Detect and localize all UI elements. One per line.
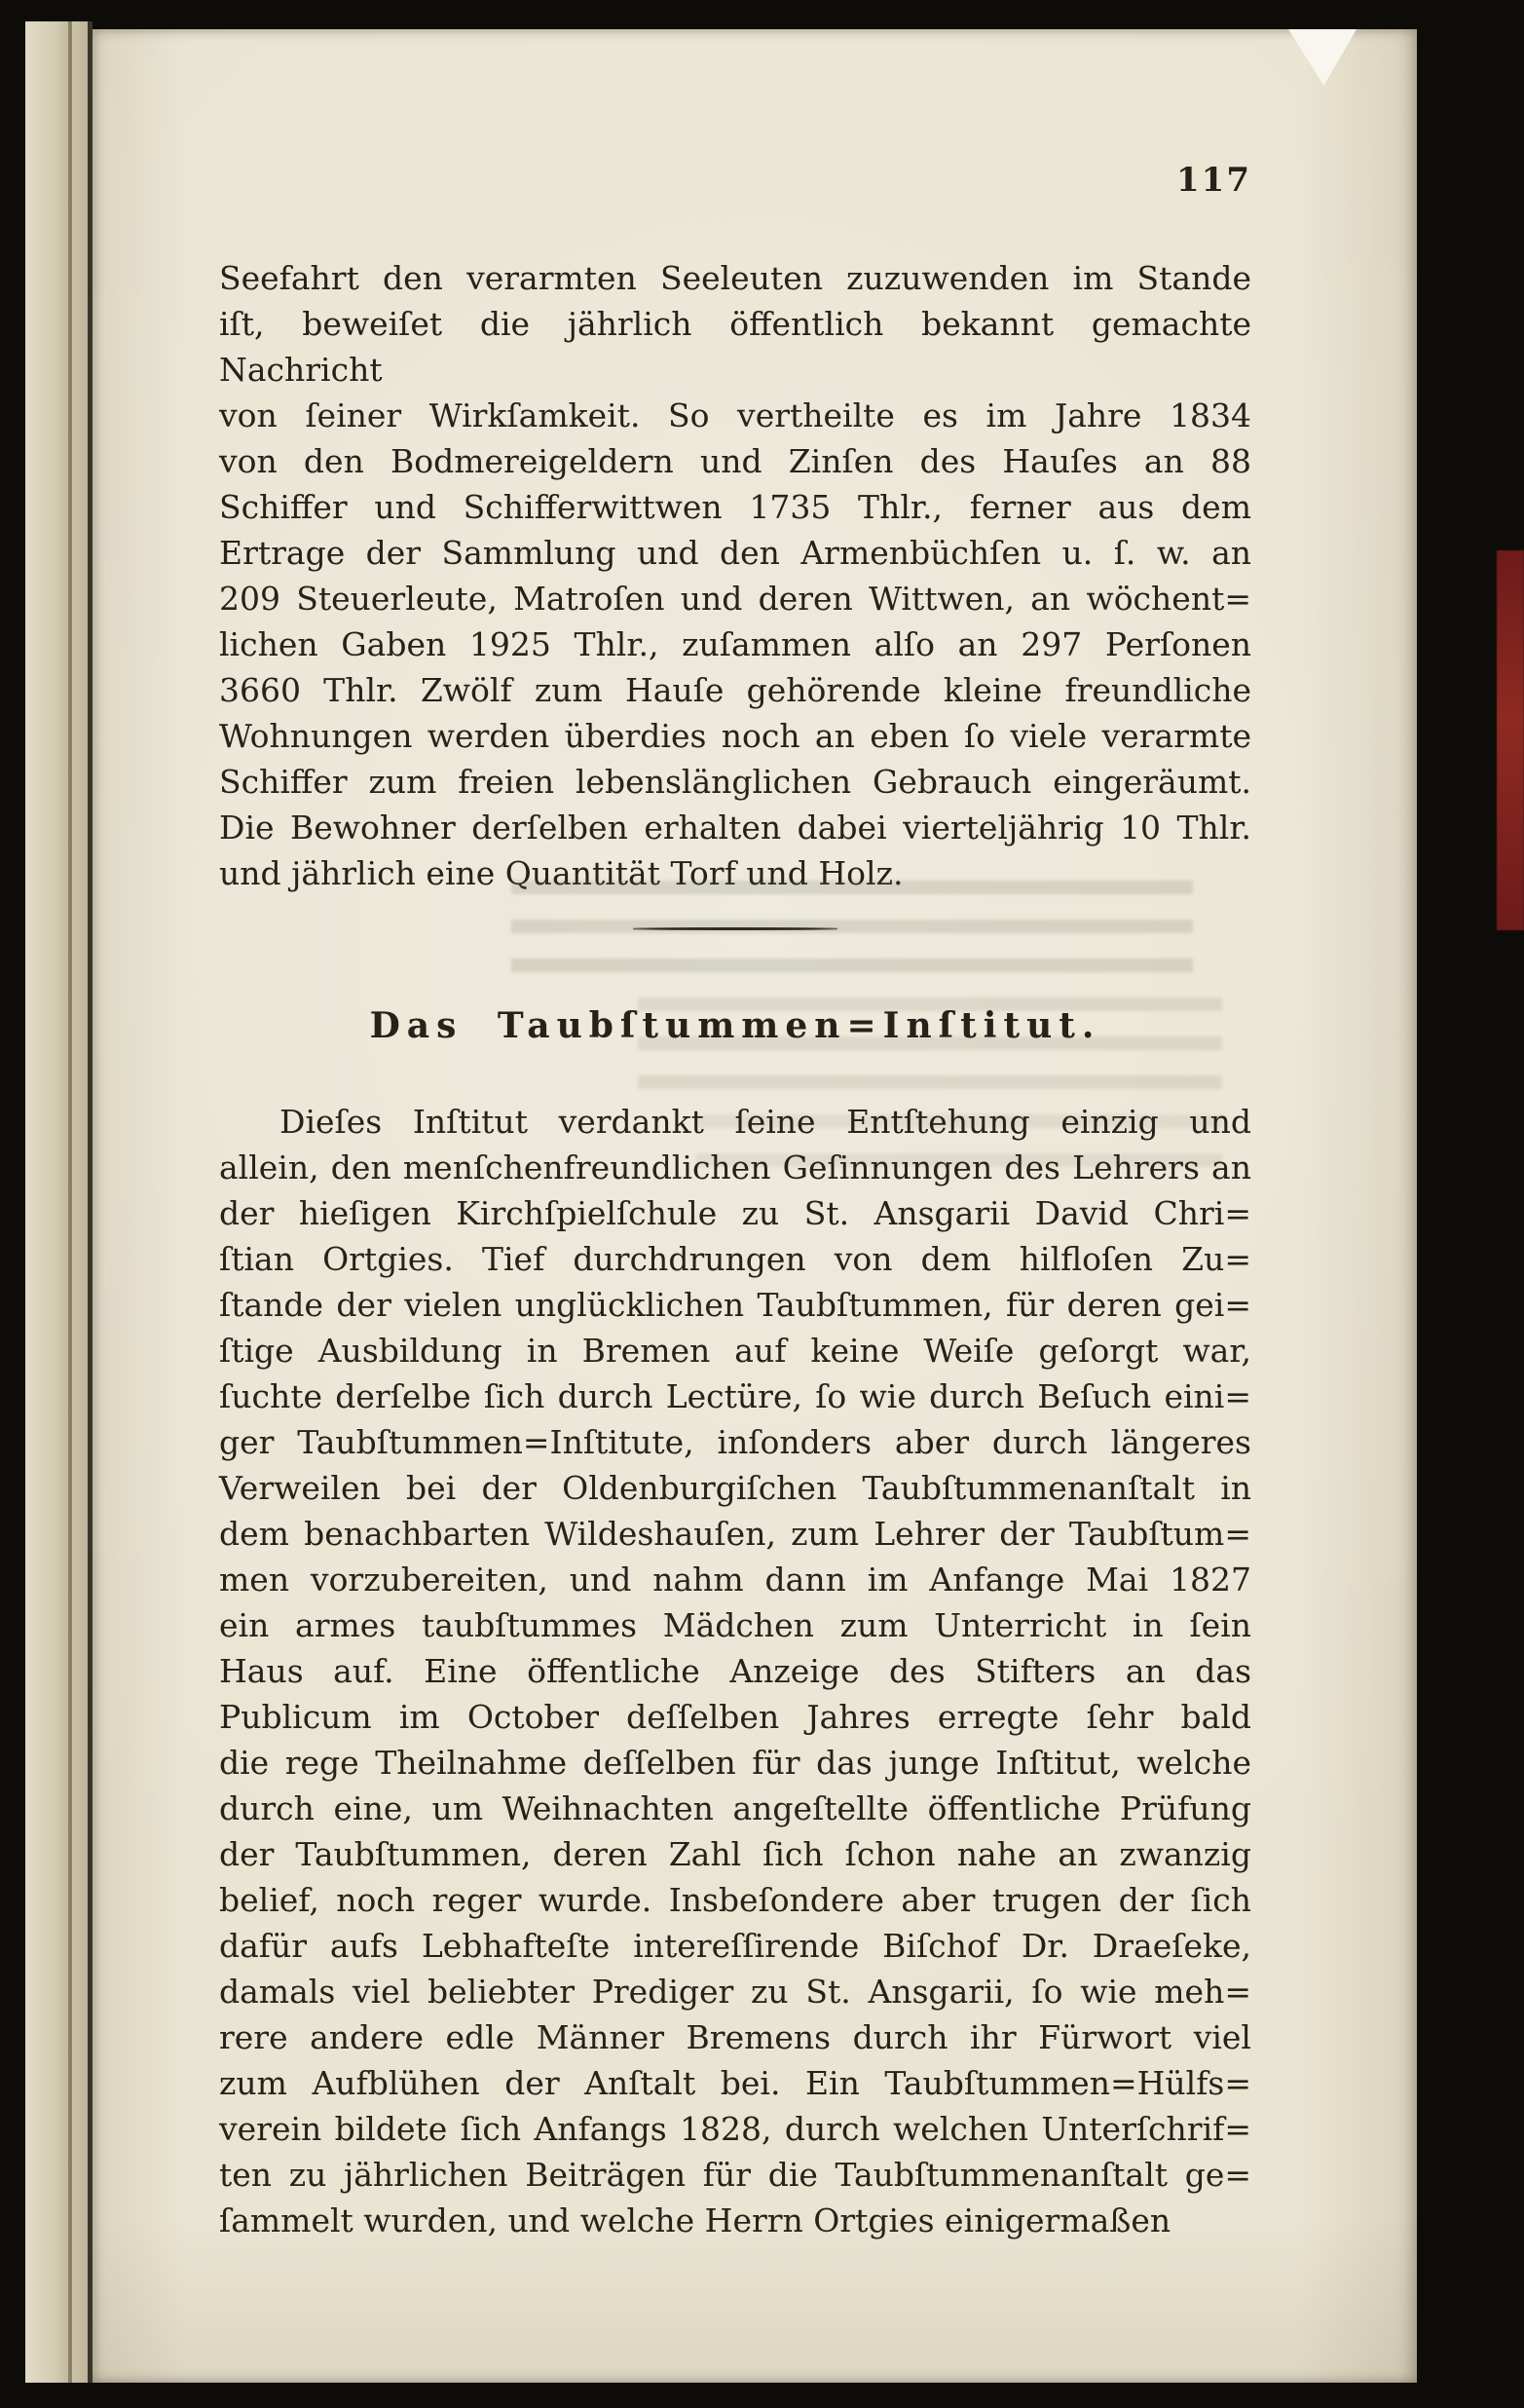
text-line: Schiffer und Schifferwittwen 1735 Thlr., ferner aus dem <box>219 488 1251 526</box>
text-line: ſtige Ausbildung in Bremen auf keine Weiſe geſorgt war, <box>219 1332 1251 1370</box>
text-line: Die Bewohner derſelben erhalten dabei vierteljährig 10 Thlr. <box>219 809 1251 847</box>
paragraph-institut <box>219 1099 1251 2243</box>
text-line: iſt, beweiſet die jährlich öffentlich bekannt gemachte Nachricht <box>219 305 1251 389</box>
book-page-edges <box>25 21 68 2389</box>
text-line: 209 Steuerleute, Matroſen und deren Wittwen, an wöchent= <box>219 580 1251 618</box>
text-line: lichen Gaben 1925 Thlr., zuſammen alſo an 297 Perſonen <box>219 625 1251 663</box>
scan-bottom-margin <box>0 2383 1524 2408</box>
text-line: damals viel beliebter Prediger zu St. Ansgarii, ſo wie meh= <box>219 1973 1251 2011</box>
page-corner-fold <box>1288 29 1357 86</box>
text-line: men vorzubereiten, und nahm dann im Anfange Mai 1827 <box>219 1561 1251 1599</box>
text-line: 3660 Thlr. Zwölf zum Hauſe gehörende kleine freundliche <box>219 671 1251 709</box>
text-line: ten zu jährlichen Beiträgen für die Taubſtummenanſtalt ge= <box>219 2156 1251 2194</box>
text-line: Dieſes Inſtitut verdankt ſeine Entſtehung einzig und <box>279 1103 1251 1141</box>
section-divider <box>219 927 1251 931</box>
section-heading: Das Taubſtummen=Inſtitut. <box>369 1005 1101 1046</box>
ink-bleedthrough <box>511 855 1193 972</box>
text-line: ſammelt wurden, und welche Herrn Ortgies einigermaßen <box>219 2201 1171 2239</box>
page-number: 117 <box>1176 161 1251 200</box>
text-line: zum Aufblühen der Anſtalt bei. Ein Taubſtummen=Hülfs= <box>219 2064 1251 2102</box>
text-line: ſtande der vielen unglücklichen Taubſtummen, für deren gei= <box>219 1286 1251 1324</box>
text-line: durch eine, um Weihnachten angeſtellte öffentliche Prüfung <box>219 1789 1251 1827</box>
text-line: ſtian Ortgies. Tief durchdrungen von dem hilfloſen Zu= <box>219 1240 1251 1278</box>
text-line: der Taubſtummen, deren Zahl ſich ſchon nahe an zwanzig <box>219 1835 1251 1873</box>
paragraph-seefahrt <box>219 255 1251 896</box>
text-line: Seefahrt den verarmten Seeleuten zuzuwenden im Stande <box>219 259 1251 297</box>
divider-rule <box>633 927 837 930</box>
text-line: Schiffer zum freien lebenslänglichen Gebrauch eingeräumt. <box>219 763 1251 801</box>
scan-right-margin <box>1417 0 1524 2408</box>
text-line: verein bildete ſich Anfangs 1828, durch welchen Unterſchrif= <box>219 2110 1251 2148</box>
book-cover-strip <box>1497 550 1524 930</box>
text-line: ger Taubſtummen=Inſtitute, inſonders aber durch längeres <box>219 1423 1251 1461</box>
text-line: rere andere edle Männer Bremens durch ihr Fürwort viel <box>219 2018 1251 2056</box>
book-page <box>93 29 1417 2383</box>
text-line: von den Bodmereigeldern und Zinſen des Hauſes an 88 <box>219 442 1251 480</box>
text-line: die rege Theilnahme deſſelben für das junge Inſtitut, welche <box>219 1744 1251 1782</box>
text-line: Verweilen bei der Oldenburgiſchen Taubſtummenanſtalt in <box>219 1469 1251 1507</box>
text-line: dem benachbarten Wildeshauſen, zum Lehrer der Taubſtum= <box>219 1515 1251 1553</box>
text-line: Wohnungen werden überdies noch an eben ſo viele verarmte <box>219 717 1251 755</box>
text-line: ſuchte derſelbe ſich durch Lectüre, ſo wie durch Beſuch eini= <box>219 1377 1251 1415</box>
text-line: Haus auf. Eine öffentliche Anzeige des Stifters an das <box>219 1652 1251 1690</box>
text-line: von ſeiner Wirkſamkeit. So vertheilte es im Jahre 1834 <box>219 396 1251 434</box>
book-page-edges-inner <box>72 21 88 2389</box>
text-line: allein, den menſchenfreundlichen Geſinnungen des Lehrers an <box>219 1148 1251 1186</box>
text-line: dafür aufs Lebhafteſte intereſſirende Biſchof Dr. Draeſeke, <box>219 1927 1251 1965</box>
text-line: und jährlich eine Quantität Torf und Holz. <box>219 854 904 892</box>
text-line: Publicum im October deſſelben Jahres erregte ſehr bald <box>219 1698 1251 1736</box>
text-line: der hieſigen Kirchſpielſchule zu St. Ansgarii David Chri= <box>219 1194 1251 1232</box>
scan-top-margin <box>0 0 1524 21</box>
text-line: Ertrage der Sammlung und den Armenbüchſen u. ſ. w. an <box>219 534 1251 572</box>
text-line: ein armes taubſtummes Mädchen zum Unterricht in ſein <box>219 1606 1251 1644</box>
text-line: belief, noch reger wurde. Insbeſondere aber trugen der ſich <box>219 1881 1251 1919</box>
